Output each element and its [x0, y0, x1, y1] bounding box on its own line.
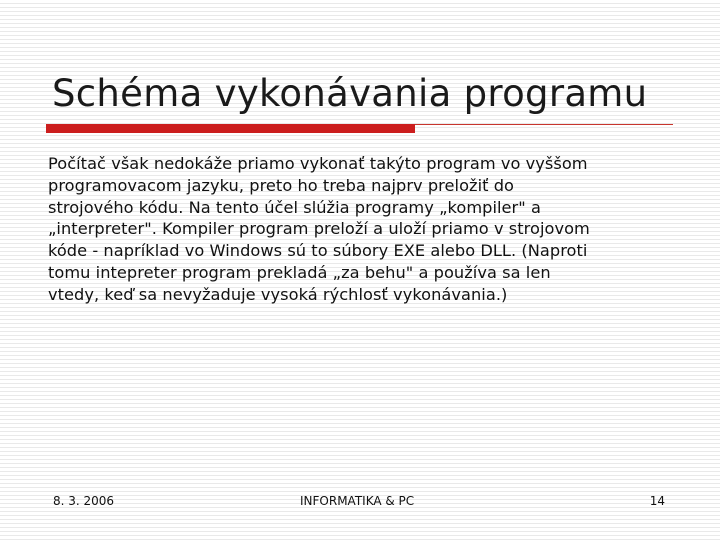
- slide-title: Schéma vykonávania programu: [52, 72, 648, 115]
- body-line: strojového kódu. Na tento účel slúžia programy „kompiler" a: [48, 197, 541, 217]
- page-number: 14: [649, 494, 665, 508]
- footer-title: INFORMATIKA & PC: [300, 494, 415, 508]
- body-line: kóde - napríklad vo Windows sú to súbory EXE alebo DLL. (Naproti: [48, 241, 588, 261]
- footer-date: 8. 3. 2006: [53, 494, 115, 508]
- body-line: Počítač však nedokáže priamo vykonať takýto program vo vyššom: [48, 154, 588, 173]
- body-line: tomu intepreter program prekladá „za behu" a používa sa len: [48, 262, 551, 282]
- slide-body: [48, 153, 678, 306]
- body-line: „interpreter". Kompiler program preloží a uloží priamo v strojovom: [48, 219, 590, 239]
- body-line: vtedy, keď sa nevyžaduje vysoká rýchlosť vykonávania.): [48, 284, 508, 304]
- title-accent-bar: [46, 124, 415, 133]
- body-line: programovacom jazyku, preto ho treba najprv preložiť do: [48, 175, 515, 195]
